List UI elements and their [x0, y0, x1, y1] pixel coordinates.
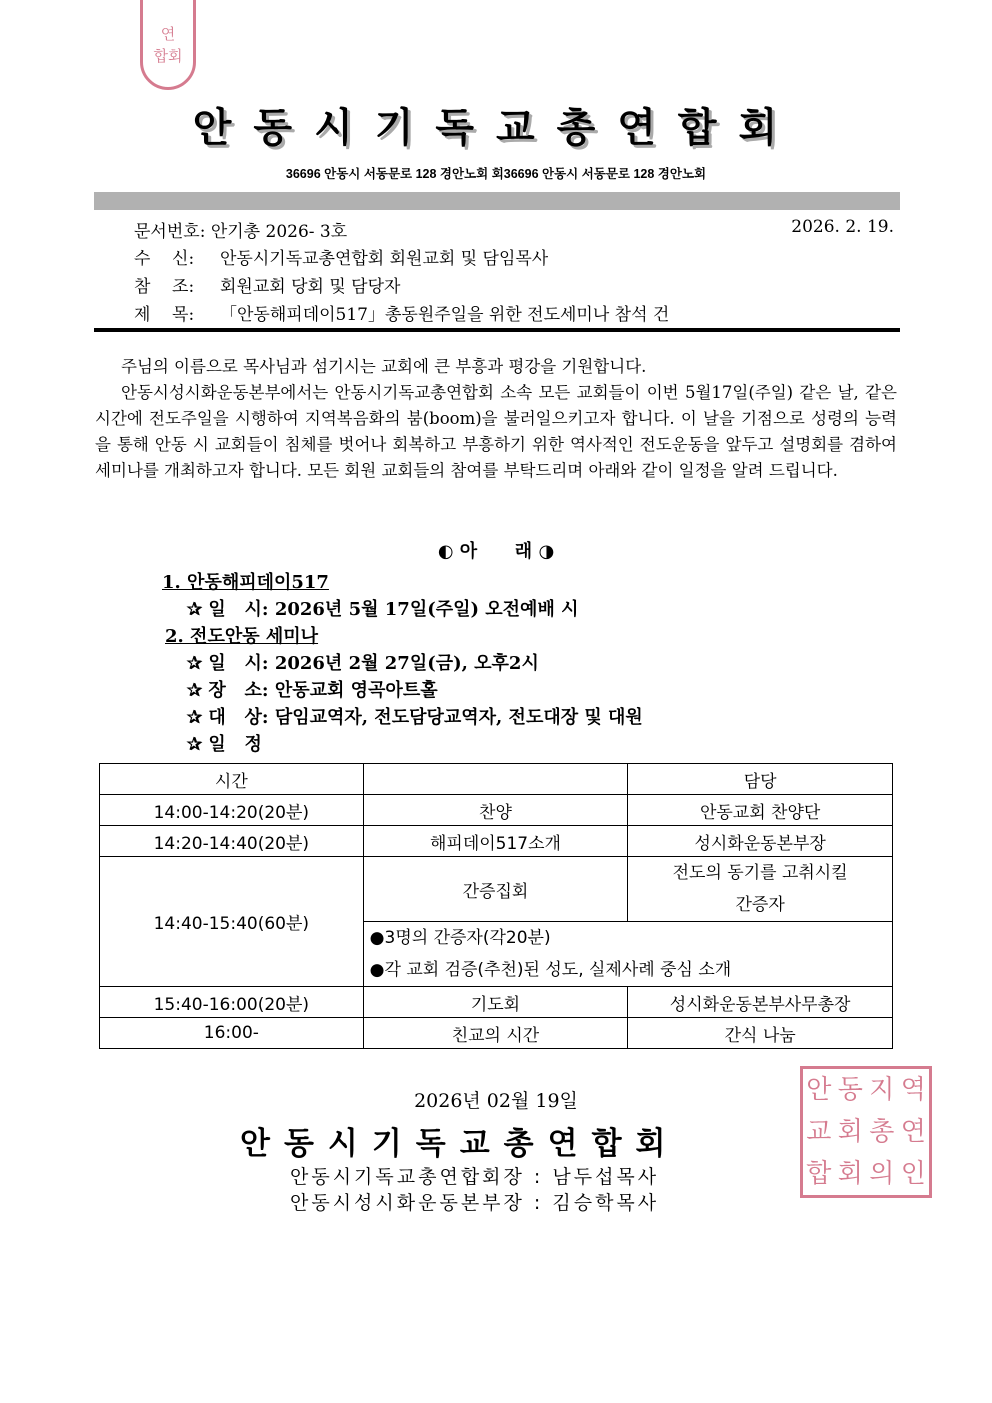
recipient: 수 신: 안동시기독교총연합회 회원교회 및 담임목사 [134, 249, 549, 269]
table-row: 14:40-15:40(60분) 간증집회 전도의 동기를 고취시킬 간증자 [100, 857, 893, 922]
subject: 제 목: 「안동해피데이517」총동원주일을 위한 전도세미나 참석 건 [134, 305, 670, 325]
letterhead-address: 36696 안동시 서동문로 128 경안노회 회36696 안동시 서동문로 128 경안노회 [285, 167, 707, 181]
doc-number: 문서번호: 안기총 2026- 3호 [134, 222, 348, 242]
table-row: 14:00-14:20(20분) 찬양 안동교회 찬양단 [100, 795, 893, 826]
table-row: 16:00- 친교의 시간 간식 나눔 [100, 1018, 893, 1049]
header-bar [94, 192, 900, 210]
section-2-item: ✰ 일 시: 2026년 2월 27일(금), 오후2시 [187, 653, 539, 674]
letterhead-title: 안동시기독교총연합회 [192, 105, 800, 151]
notice-heading: ◐ 아 래 ◑ [437, 541, 555, 562]
main-paragraph: 안동시성시화운동본부에서는 안동시기독교총연합회 소속 모든 교회들이 이번 5월17일(주일) 같은 날, 같은 시간에 전도주일을 시행하여 지역복음화의 붐(boom)을 불러일으키고자 합니다. 이 날을 기점으로 성령의 능력을 통해 안동 시 교회들이 침체를 벗어나 회복하고 부흥하기 위한 역사적인 전도운동을 앞두고 설명회를 겸하여 세미나를 개최하고자 합니다. 모든 회원 교회들의 참여를 부탁드리며 아래와 같이 일정을 알려 드립니다. [95, 383, 897, 480]
signer-1: 안동시기독교총연합회장 : 남두섭목사 [290, 1166, 660, 1188]
note-item: ●3명의 간증자(각20분) [369, 928, 551, 948]
note-item: ●각 교회 검증(추천)된 성도, 실제사례 중심 소개 [369, 960, 732, 980]
signer-2: 안동시성시화운동본부장 : 김승학목사 [290, 1192, 660, 1214]
section-2-item: ✰ 대 상: 담임교역자, 전도담당교역자, 전도대장 및 대원 [187, 707, 643, 728]
section-2-item: ✰ 일 정 [187, 734, 262, 755]
signature-org: 안동시기독교총연합회 [240, 1126, 680, 1162]
schedule-table [99, 763, 893, 1049]
section-1-item: ✰ 일 시: 2026년 5월 17일(주일) 오전예배 시 [187, 599, 579, 620]
header-divider [94, 328, 900, 332]
table-row: 15:40-16:00(20분) 기도회 성시화운동본부사무총장 [100, 987, 893, 1018]
section-1-title: 1. 안동해피데이517 [162, 572, 329, 593]
official-seal-stamp: 안 동 지 역 교 회 총 연 합 회 의 인 [800, 1066, 932, 1198]
doc-date: 2026. 2. 19. [791, 217, 894, 237]
signature-date: 2026년 02월 19일 [414, 1090, 578, 1112]
body-text [95, 354, 897, 484]
section-2-item: ✰ 장 소: 안동교회 영곡아트홀 [187, 680, 438, 701]
top-seal-stamp: 연 합회 [140, 0, 196, 90]
reference: 참 조: 회원교회 당회 및 담당자 [134, 277, 401, 297]
table-row: 14:20-14:40(20분) 해피데이517소개 성시화운동본부장 [100, 826, 893, 857]
greeting-paragraph: 주님의 이름으로 목사님과 섬기시는 교회에 큰 부흥과 평강을 기원합니다. [121, 357, 647, 376]
table-header-row: 시간 담당 [100, 764, 893, 795]
section-2-title: 2. 전도안동 세미나 [165, 626, 319, 647]
